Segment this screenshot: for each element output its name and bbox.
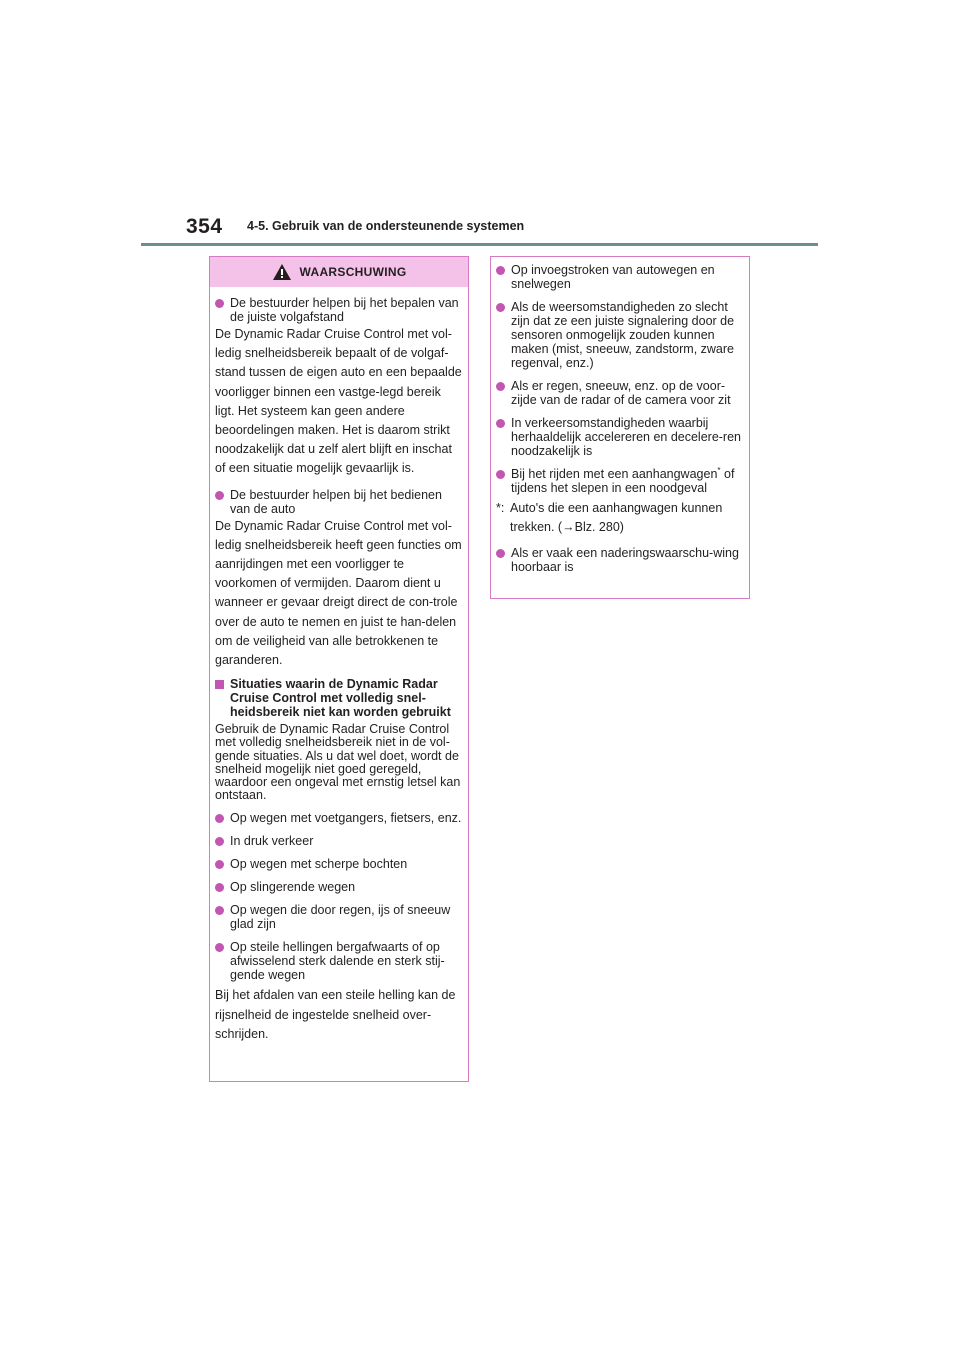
bullet-icon <box>215 814 224 823</box>
subheading <box>215 677 463 719</box>
bullet-icon <box>496 382 505 391</box>
list-item <box>496 546 744 574</box>
bullet-icon <box>215 491 224 500</box>
bullet-text: In verkeersomstandigheden waarbij herhaaldelijk accelereren en decelere-ren noodzakelijk is <box>511 416 741 458</box>
footnote <box>496 499 744 537</box>
bullet-icon <box>496 549 505 558</box>
list-item <box>496 416 744 458</box>
footnote-text <box>510 499 744 537</box>
footnote-mark: *: <box>496 501 505 515</box>
page-reference-link[interactable]: Blz. 280) <box>574 520 624 534</box>
warning-box-continued <box>490 256 750 599</box>
list-item <box>496 467 744 495</box>
list-item <box>215 857 463 871</box>
bullet-text: Als de weersomstandigheden zo slecht zijn dat ze een juiste signalering door de sensoren onmogelijk zouden kunnen maken (mist, sneeuw, zandstorm, zware regenval, enz.) <box>511 300 735 370</box>
bullet-text: Als er vaak een naderingswaarschu-wing hoorbaar is <box>511 546 739 574</box>
bullet-icon <box>496 266 505 275</box>
warning-box <box>209 256 469 1082</box>
bullet-text <box>511 467 744 495</box>
bullet-text: De bestuurder helpen bij het bepalen van de juiste volgafstand <box>230 296 459 324</box>
list-item <box>215 296 463 324</box>
paragraph: Bij het afdalen van een steile helling kan de rijsnelheid de ingestelde snelheid over-schrijden. <box>215 988 456 1041</box>
bullet-text: Op steile hellingen bergafwaarts of op afwisselend sterk dalende en sterk stij-gende wegen <box>230 940 445 983</box>
list-item <box>215 811 463 825</box>
bullet-text: Op slingerende wegen <box>230 880 356 895</box>
section-title: 4-5. Gebruik van de ondersteunende systemen <box>247 219 525 233</box>
bullet-icon <box>496 470 505 479</box>
bullet-icon <box>215 837 224 846</box>
bullet-icon <box>215 943 224 952</box>
warning-content <box>210 287 468 1044</box>
trailer-text-a: Bij het rijden met een aanhangwagen <box>511 467 718 481</box>
arrow-icon: → <box>562 520 575 534</box>
bullet-icon <box>496 419 505 428</box>
bullet-icon <box>215 883 224 892</box>
continued-content <box>491 257 749 574</box>
bullet-icon <box>215 860 224 869</box>
subheading-text: Situaties waarin de Dynamic Radar Cruise Control met volledig snel-heidsbereik niet kan worden gebruikt <box>230 677 451 720</box>
paragraph: De Dynamic Radar Cruise Control met vol-ledig snelheidsbereik bepaalt of de volgaf-stand tussen de eigen auto en een bepaalde voorligger binnen een vastge-legd bereik ligt. Het systeem kan geen andere beoordelingen maken. Het is daarom strikt noodzakelijk dat u zelf alert blijft en inschat of een situatie mogelijk gevaarlijk is. <box>215 327 462 476</box>
list-item <box>496 379 744 407</box>
bullet-text: De bestuurder helpen bij het bedienen van de auto <box>230 487 442 516</box>
bullet-icon <box>215 299 224 308</box>
paragraph: Gebruik de Dynamic Radar Cruise Control met volledig snelheidsbereik niet in de vol-gende situaties. Als u dat wel doet, wordt de snelheid mogelijk niet goed geregeld, waardoor een ongeval met ernstig letsel kan ontstaan. <box>215 722 461 803</box>
warning-triangle-icon <box>272 263 292 281</box>
list-item <box>215 903 463 931</box>
bullet-icon <box>496 303 505 312</box>
list-item <box>215 488 463 516</box>
list-item <box>215 880 463 894</box>
trailer-text-b: of tijdens het slepen in een noodgeval <box>511 467 735 495</box>
square-bullet-icon <box>215 680 224 689</box>
warning-title: WAARSCHUWING <box>299 265 407 279</box>
bullet-text: Op wegen met voetgangers, fietsers, enz. <box>230 811 462 826</box>
bullet-icon <box>215 906 224 915</box>
bullet-text: Op wegen die door regen, ijs of sneeuw glad zijn <box>230 903 451 932</box>
list-item <box>496 300 744 370</box>
list-item <box>496 263 744 291</box>
bullet-text: In druk verkeer <box>230 834 314 849</box>
list-item <box>215 834 463 848</box>
footnote-marker: * <box>717 466 721 475</box>
paragraph: De Dynamic Radar Cruise Control met vol-ledig snelheidsbereik heeft geen functies om aanrijdingen met een voorligger te voorkomen of vermijden. Daarom dient u wanneer er gevaar dreigt direct de con-trole over de auto te nemen en juist te han-delen om de veiligheid van alle betrokkenen te garanderen. <box>215 518 462 668</box>
bullet-text: Op invoegstroken van autowegen en snelwegen <box>511 263 715 291</box>
page-number: 354 <box>186 215 223 238</box>
footnote-text-a: Auto's die een aanhangwagen kunnen trekken. ( <box>510 501 723 534</box>
list-item <box>215 940 463 982</box>
bullet-text: Als er regen, sneeuw, enz. op de voor-zijde van de radar of de camera voor zit <box>511 379 731 407</box>
bullet-text: Op wegen met scherpe bochten <box>230 857 408 872</box>
header-divider <box>141 243 818 246</box>
warning-header <box>210 257 468 287</box>
